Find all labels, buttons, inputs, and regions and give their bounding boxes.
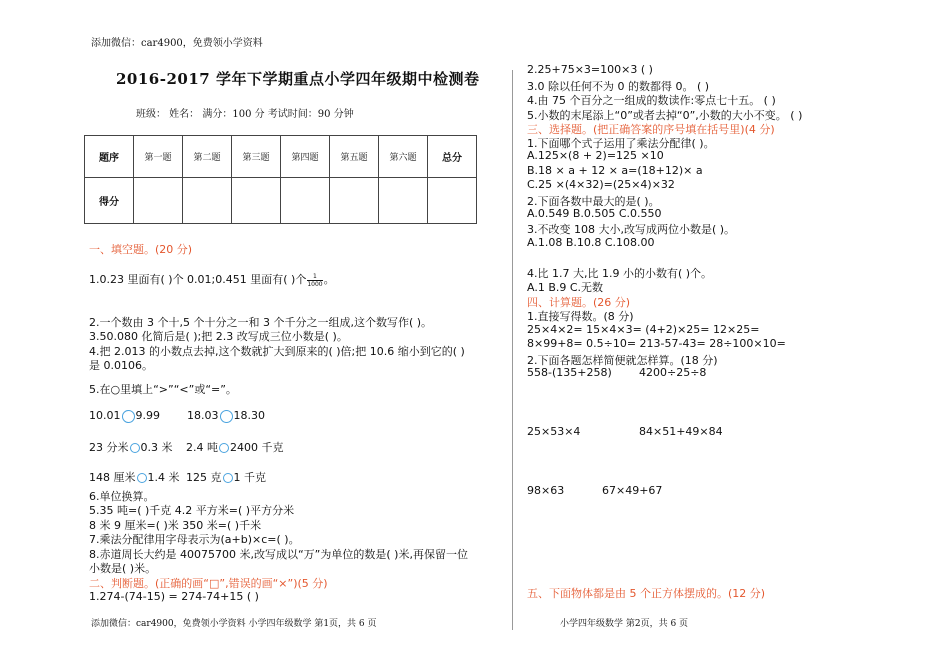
s1-q1-text: 1.0.23 里面有( )个 0.01;0.451 里面有( )个 (89, 273, 307, 286)
compare-1-right: 9.99 (135, 409, 160, 422)
s3-q3-options: A.1.08 B.10.8 C.108.00 (527, 236, 655, 249)
compare-1 (89, 409, 160, 423)
s2-q4: 4.由 75 个百分之一组成的数读作:零点七十五。 ( ) (527, 94, 776, 107)
score-cell-total[interactable] (428, 178, 477, 224)
score-col-2: 第二题 (183, 136, 232, 178)
compare-5-left: 148 厘米 (89, 471, 136, 484)
score-cell-5[interactable] (330, 178, 379, 224)
s3-q2: 2.下面各数中最大的是( )。 (527, 195, 660, 208)
compare-2-right: 18.30 (233, 409, 265, 422)
s1-q2: 2.一个数由 3 个十,5 个十分之一和 3 个千分之一组成,这个数写作( )。 (89, 316, 433, 329)
section3-title: 三、选择题。(把正确答案的序号填在括号里)(4 分) (527, 123, 775, 136)
s3-q3: 3.不改变 108 大小,改写成两位小数是( )。 (527, 223, 736, 236)
s3-q1: 1.下面哪个式子运用了乘法分配律( )。 (527, 137, 715, 150)
s1-q4-line2: 是 0.0106。 (89, 359, 153, 372)
s4-row2: 8×99+8= 0.5÷10= 213-57-43= 28÷100×10= (527, 337, 786, 350)
compare-3 (89, 439, 173, 455)
score-row-label: 得分 (85, 178, 134, 224)
score-cell-1[interactable] (134, 178, 183, 224)
score-cell-4[interactable] (281, 178, 330, 224)
s4-q1: 1.直接写得数。(8 分) (527, 310, 634, 323)
s4-expr-3: 25×53×4 (527, 425, 581, 438)
compare-circle-icon[interactable] (130, 443, 140, 453)
score-table-header-row (85, 136, 477, 178)
score-col-1: 第一题 (134, 136, 183, 178)
s3-q4-options: A.1 B.9 C.无数 (527, 281, 604, 294)
compare-4 (186, 439, 284, 455)
compare-circle-icon[interactable] (219, 443, 229, 453)
section5-title: 五、下面物体都是由 5 个正方体摆成的。(12 分) (527, 587, 766, 600)
s3-q1-option-a: A.125×(8 + 2)=125 ×10 (527, 149, 664, 162)
compare-2-left: 18.03 (187, 409, 219, 422)
score-col-5: 第五题 (330, 136, 379, 178)
compare-4-left: 2.4 吨 (186, 441, 218, 454)
compare-6 (186, 469, 266, 485)
score-col-label: 题序 (85, 136, 134, 178)
section2-title: 二、判断题。(正确的画“□”,错误的画“×”)(5 分) (89, 577, 328, 590)
footer-right: 小学四年级数学 第2页，共 6 页 (560, 619, 689, 629)
compare-6-left: 125 克 (186, 471, 222, 484)
score-table-score-row (85, 178, 477, 224)
s1-q8-line1: 8.赤道周长大约是 40075700 米,改写成以“万”为单位的数是( )米,再保留一位 (89, 548, 468, 561)
s1-q6-line1: 5.35 吨=( )千克 4.2 平方米=( )平方分米 (89, 504, 295, 517)
s2-q5: 5.小数的末尾添上“0”或者去掉“0”,小数的大小不变。 ( ) (527, 109, 803, 122)
s1-q1-fraction (307, 273, 322, 288)
compare-3-left: 23 分米 (89, 441, 129, 454)
compare-3-right: 0.3 米 (140, 441, 173, 454)
score-cell-3[interactable] (232, 178, 281, 224)
section1-title: 一、填空题。(20 分) (89, 243, 193, 256)
fraction-denominator: 1000 (307, 280, 323, 288)
score-col-4: 第四题 (281, 136, 330, 178)
s4-expr-1: 558-(135+258) (527, 366, 612, 379)
compare-5-right: 1.4 米 (147, 471, 180, 484)
score-table (84, 135, 477, 224)
exam-title: 2016-2017 学年下学期重点小学四年级期中检测卷 (116, 70, 480, 88)
compare-circle-icon[interactable] (220, 410, 233, 423)
s1-q1 (89, 271, 335, 288)
score-col-total: 总分 (428, 136, 477, 178)
s3-q1-option-c: C.25 ×(4×32)=(25×4)×32 (527, 178, 675, 191)
column-divider (512, 70, 513, 630)
s2-q2: 2.25+75×3=100×3 ( ) (527, 63, 653, 76)
compare-1-left: 10.01 (89, 409, 121, 422)
s4-expr-4: 84×51+49×84 (639, 425, 723, 438)
s2-q3: 3.0 除以任何不为 0 的数都得 0。 ( ) (527, 80, 710, 93)
s4-row1: 25×4×2= 15×4×3= (4+2)×25= 12×25= (527, 323, 760, 336)
s1-q8-line2: 小数是( )米。 (89, 562, 157, 575)
s1-q4-line1: 4.把 2.013 的小数点去掉,这个数就扩大到原来的( )倍;把 10.6 缩小到它的( ) (89, 345, 465, 358)
s4-q2: 2.下面各题怎样简便就怎样算。(18 分) (527, 354, 718, 367)
s1-q3: 3.50.080 化简后是( );把 2.3 改写成三位小数是( )。 (89, 330, 348, 343)
s3-q2-options: A.0.549 B.0.505 C.0.550 (527, 207, 662, 220)
compare-5 (89, 469, 180, 485)
s1-q5: 5.在○里填上“>”“<”或“=”。 (89, 383, 237, 396)
fraction-numerator: 1 (307, 273, 322, 281)
compare-circle-icon[interactable] (223, 473, 233, 483)
compare-circle-icon[interactable] (122, 410, 135, 423)
s2-q1: 1.274-(74-15) = 274-74+15 ( ) (89, 590, 259, 603)
s1-q7: 7.乘法分配律用字母表示为(a+b)×c=( )。 (89, 533, 300, 546)
s4-expr-5: 98×63 (527, 484, 565, 497)
compare-2 (187, 409, 265, 423)
score-cell-6[interactable] (379, 178, 428, 224)
s4-expr-6: 67×49+67 (602, 484, 663, 497)
section4-title: 四、计算题。(26 分) (527, 296, 631, 309)
s1-q1-end: 。 (323, 273, 335, 286)
compare-6-right: 1 千克 (233, 471, 266, 484)
s4-expr-2: 4200÷25÷8 (639, 366, 707, 379)
score-col-3: 第三题 (232, 136, 281, 178)
s1-q6-line2: 8 米 9 厘米=( )米 350 米=( )千米 (89, 519, 262, 532)
compare-circle-icon[interactable] (137, 473, 147, 483)
s3-q1-option-b: B.18 × a + 12 × a=(18+12)× a (527, 164, 703, 177)
s3-q4: 4.比 1.7 大,比 1.9 小的小数有( )个。 (527, 267, 713, 280)
exam-info: 班级： 姓名： 满分：100 分 考试时间：90 分钟 (136, 109, 354, 120)
score-cell-2[interactable] (183, 178, 232, 224)
s1-q6: 6.单位换算。 (89, 490, 155, 503)
header-note: 添加微信：car4900，免费领小学资料 (91, 38, 263, 49)
score-col-6: 第六题 (379, 136, 428, 178)
compare-4-right: 2400 千克 (230, 441, 284, 454)
footer-left: 添加微信：car4900，免费领小学资料 小学四年级数学 第1页，共 6 页 (91, 619, 377, 629)
